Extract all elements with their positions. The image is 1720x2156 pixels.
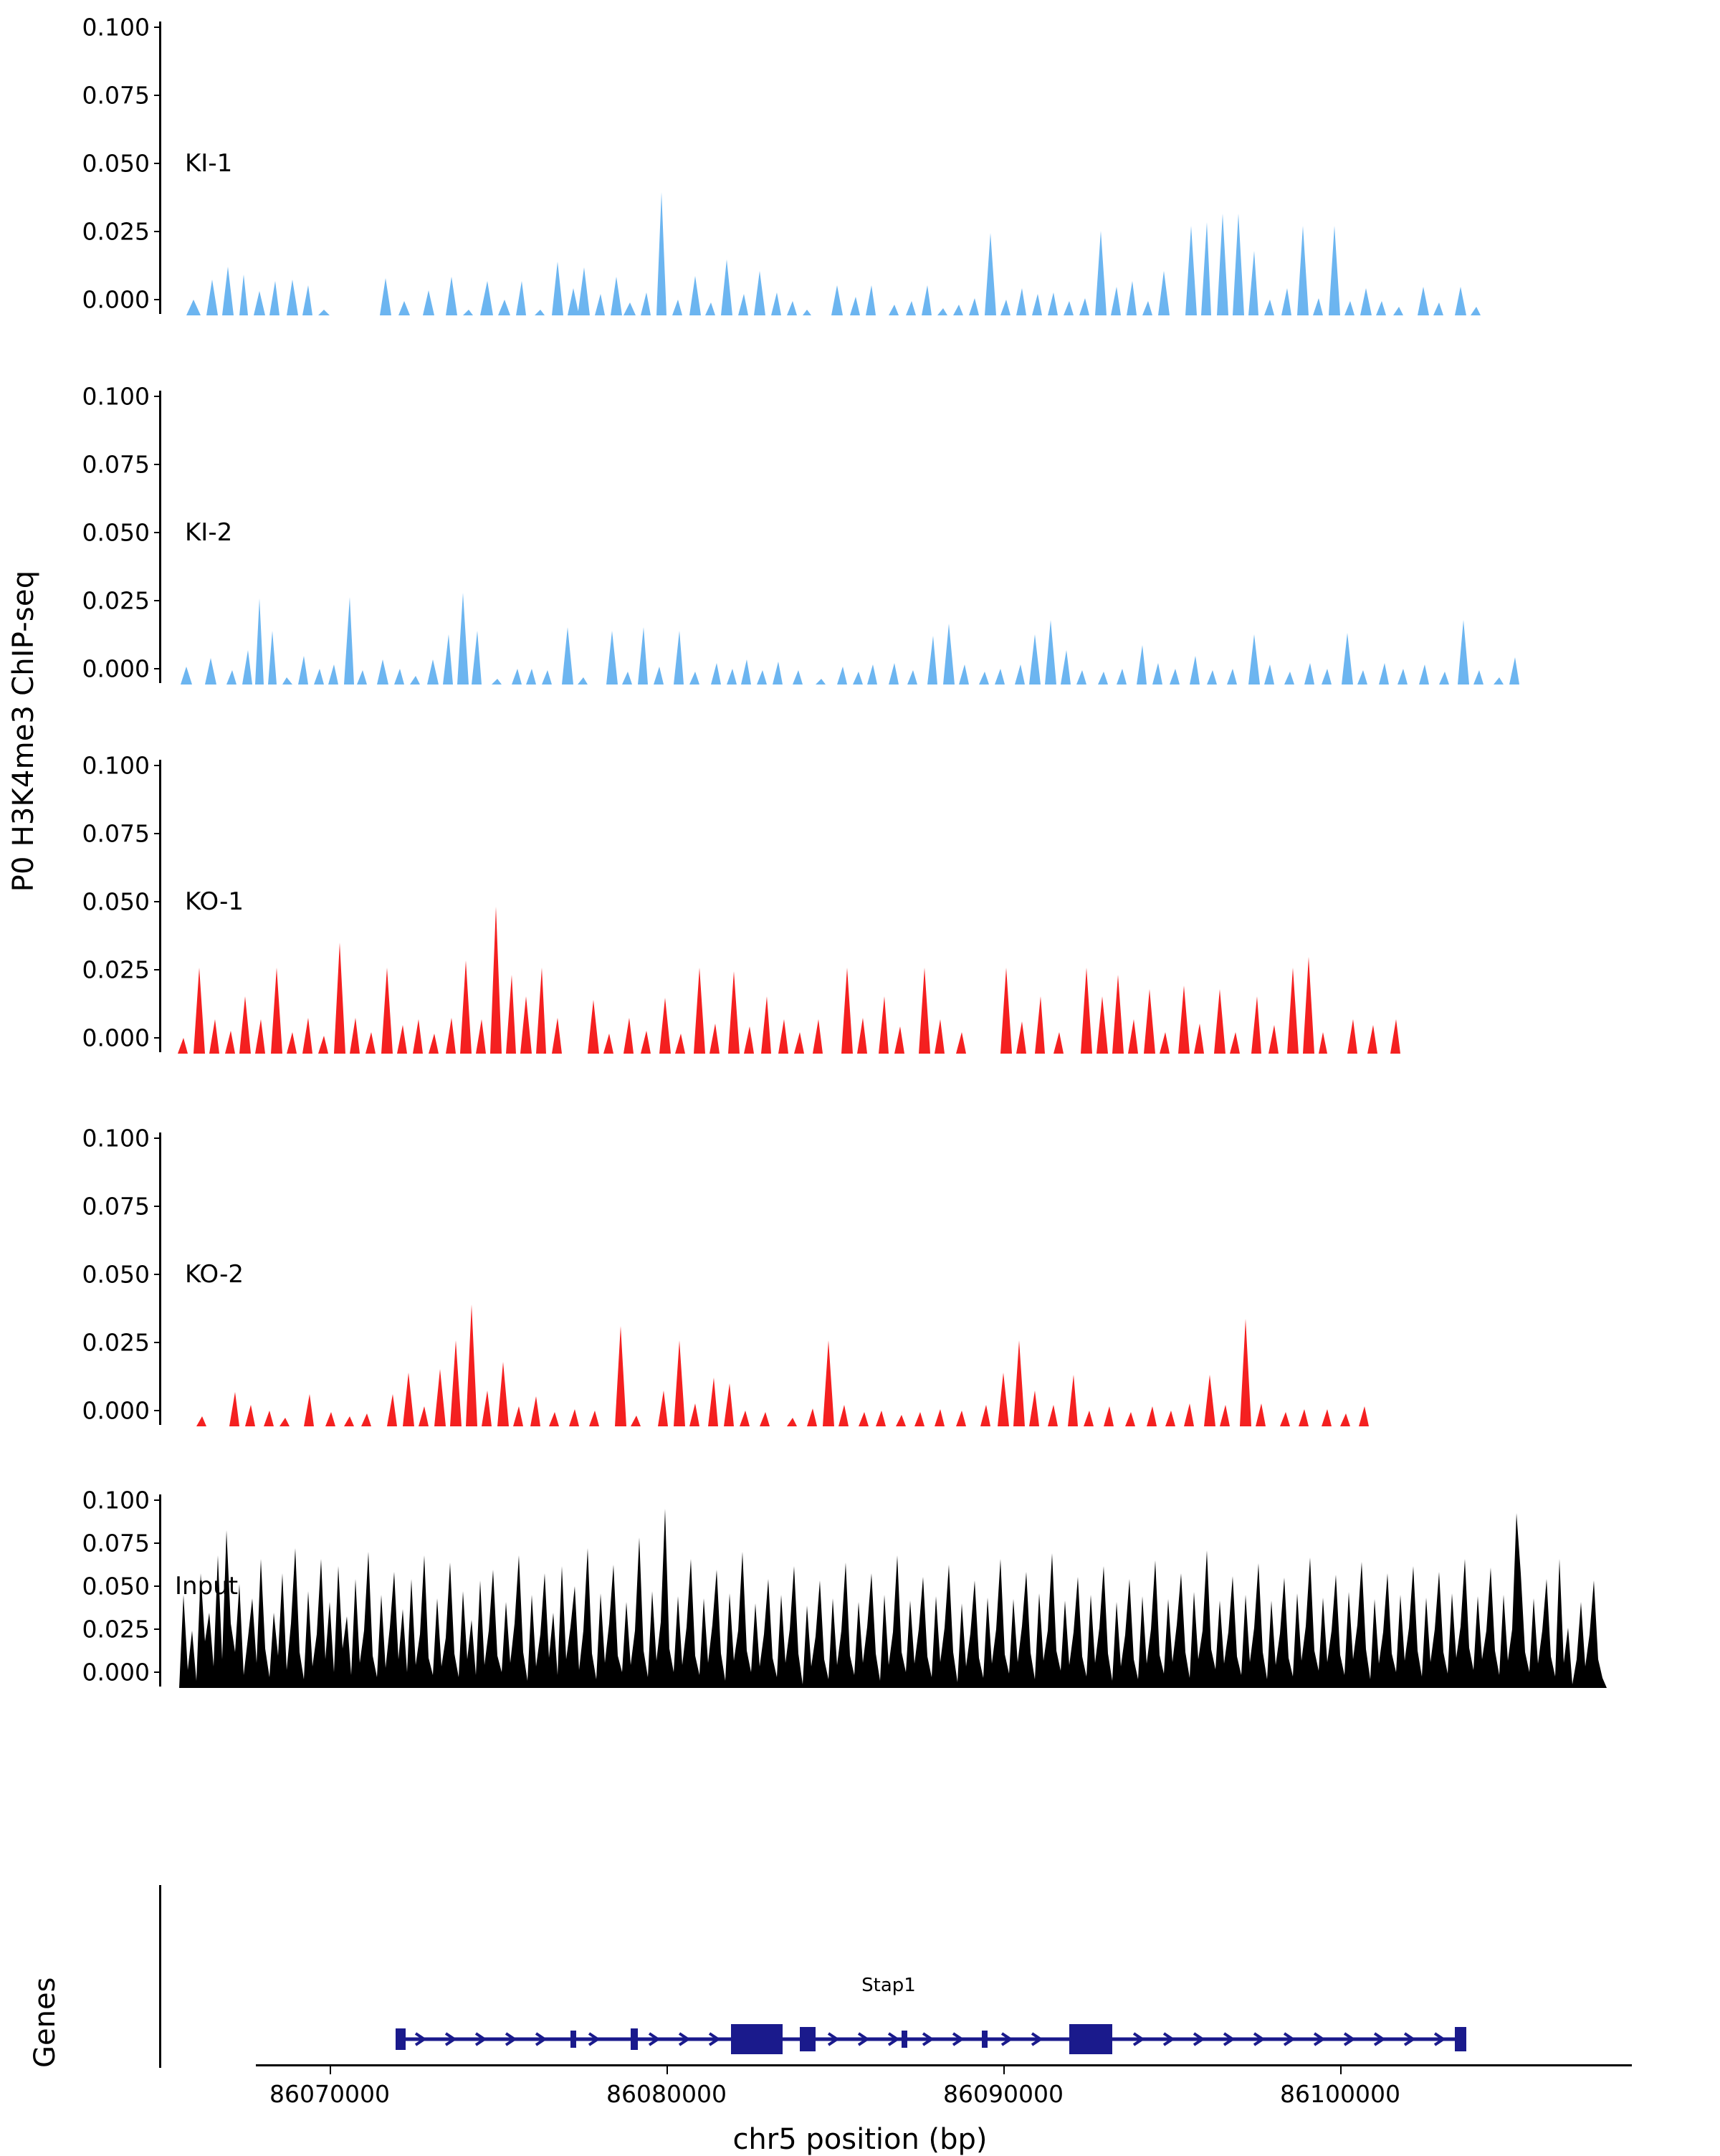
track-ko-2-axis [0,1125,161,1491]
xtick-label: 86100000 [1280,2080,1400,2108]
ytick-label: 0.050 [82,1260,150,1289]
xtick-label: 86090000 [943,2080,1064,2108]
track-ko-1 [0,753,1720,1118]
gene-label-stap1: Stap1 [861,1975,916,1996]
track-input-axis [0,1487,161,1867]
ytick-label: 0.100 [82,1124,150,1153]
ytick-label: 0.000 [82,1396,150,1425]
y-axis-spine [159,22,161,314]
track-ki-2-plot [172,383,1634,685]
y-axis-spine [159,1132,161,1425]
xtick-mark [1003,2066,1005,2074]
ytick-label: 0.025 [82,1328,150,1357]
track-input-plot [172,1487,1634,1688]
track-ki-1 [0,14,1720,380]
genes-spine [159,1885,161,2068]
y-axis-spine [159,391,161,683]
track-ki-2 [0,383,1720,749]
track-label-ko-1: KO-1 [185,887,244,916]
xtick-mark [666,2066,668,2074]
track-ko-1-plot [172,753,1634,1054]
track-input [0,1487,1720,1867]
ytick-label: 0.050 [82,149,150,178]
track-ko-1-axis [0,753,161,1118]
ytick-label: 0.100 [82,1486,150,1515]
ytick-label: 0.000 [82,285,150,314]
x-axis [0,2064,1720,2156]
y-axis-label: P0 H3K4me3 ChIP-seq [7,570,40,892]
track-label-ki-1: KI-1 [185,149,233,178]
track-label-ko-2: KO-2 [185,1260,244,1289]
ytick-label: 0.100 [82,751,150,780]
gene-model-plot [172,2007,1634,2071]
ytick-label: 0.000 [82,1658,150,1687]
ytick-label: 0.050 [82,518,150,547]
ytick-label: 0.000 [82,654,150,683]
x-axis-label: chr5 position (bp) [732,2123,988,2156]
ytick-label: 0.075 [82,81,150,110]
track-label-ki-2: KI-2 [185,518,233,547]
input-signal [172,1487,1634,1688]
ko-2-signal [172,1125,1634,1426]
xtick-label: 86080000 [606,2080,727,2108]
ytick-label: 0.050 [82,887,150,916]
ytick-label: 0.025 [82,1615,150,1644]
track-ki-1-plot [172,14,1634,315]
genes-axis-label: Genes [29,1977,62,2068]
xtick-mark [330,2066,331,2074]
ytick-label: 0.100 [82,13,150,42]
ki-2-signal [172,383,1634,685]
ytick-label: 0.075 [82,1529,150,1558]
ytick-label: 0.050 [82,1572,150,1601]
ytick-label: 0.075 [82,450,150,479]
ytick-label: 0.025 [82,586,150,615]
ki-1-signal [172,14,1634,315]
y-axis-spine [159,760,161,1052]
track-ki-1-axis [0,14,161,380]
xtick-mark [1340,2066,1342,2074]
track-ki-2-axis [0,383,161,749]
ytick-label: 0.025 [82,217,150,246]
xtick-label: 86070000 [269,2080,390,2108]
gene-track [0,1871,1720,2079]
ytick-label: 0.100 [82,382,150,411]
ytick-label: 0.000 [82,1024,150,1052]
track-ko-2-plot [172,1125,1634,1426]
ko-1-signal [172,753,1634,1054]
ytick-label: 0.075 [82,1192,150,1221]
y-axis-spine [159,1494,161,1687]
ytick-label: 0.075 [82,819,150,848]
ytick-label: 0.025 [82,955,150,984]
x-axis-line [256,2064,1632,2066]
stap1-gene-model[interactable] [172,2007,1634,2071]
track-label-input: Input [175,1572,239,1601]
track-ko-2 [0,1125,1720,1491]
